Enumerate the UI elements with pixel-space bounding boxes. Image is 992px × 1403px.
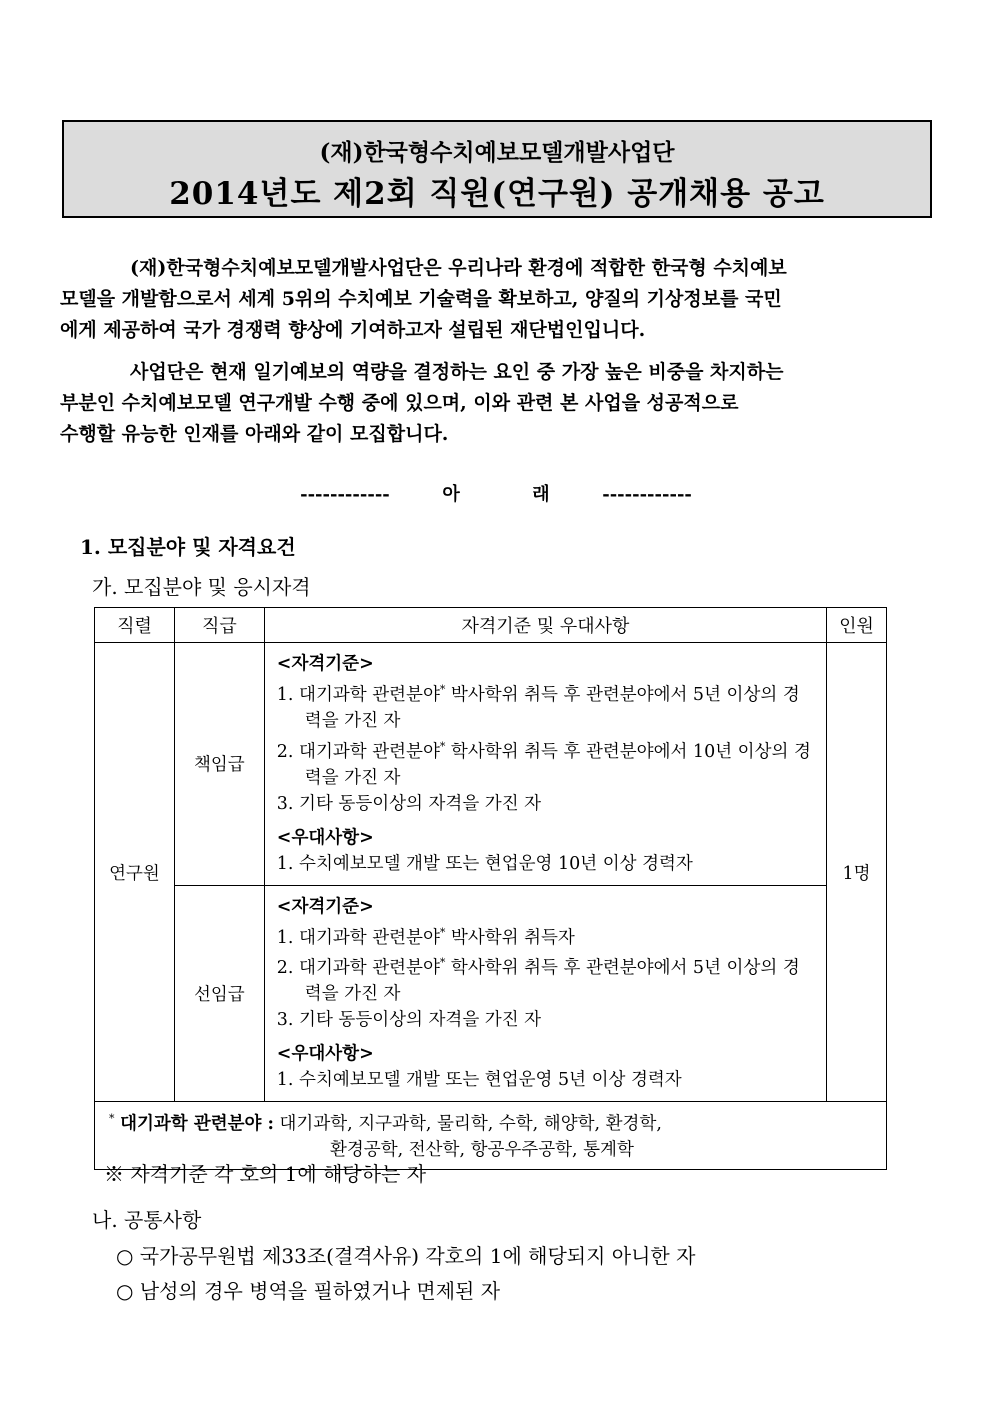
qualification-item: 2. 대기과학 관련분야* 학사학위 취득 후 관련분야에서 5년 이상의 경력을 가진 자 xyxy=(276,956,800,1005)
footnote-mark: * xyxy=(439,925,446,939)
intro-paragraph-2 xyxy=(60,357,936,450)
header-cell: 자격기준 및 우대사항 xyxy=(264,608,826,643)
footnote-text: 대기과학, 지구과학, 물리학, 수학, 해양학, 환경학, xyxy=(273,1114,662,1135)
headcount-cell: 1명 xyxy=(827,643,887,1102)
header-cell: 직렬 xyxy=(95,608,175,643)
qualification-item: 1. 대기과학 관련분야* 박사학위 취득자 xyxy=(276,925,575,948)
job-series-cell: 연구원 xyxy=(95,643,175,1102)
divider-dashes: ------------ xyxy=(300,484,390,505)
footnote-label: 대기과학 관련분야 : xyxy=(120,1114,274,1135)
grade-cell: 선임급 xyxy=(174,885,264,1102)
common-requirement-item: ○ 국가공무원법 제33조(결격사유) 각호의 1에 해당되지 아니한 자 xyxy=(116,1244,696,1268)
footnote-mark: * xyxy=(439,956,446,970)
subsection-b-title: 나. 공통사항 xyxy=(92,1208,202,1232)
divider-char: 아 xyxy=(442,484,460,505)
qualification-cell xyxy=(264,643,826,886)
footnote-mark: * xyxy=(109,1112,115,1126)
preference-item: 1. 수치예보모델 개발 또는 현업운영 10년 이상 경력자 xyxy=(276,853,693,874)
intro-line: (재)한국형수치예보모델개발사업단은 우리나라 환경에 적합한 한국형 수치예보 xyxy=(130,257,787,279)
section-1-title: 1. 모집분야 및 자격요건 xyxy=(80,535,296,559)
intro-line: 에게 제공하여 국가 경쟁력 향상에 기여하고자 설립된 재단법인입니다. xyxy=(60,319,646,341)
common-requirement-item: ○ 남성의 경우 병역을 필하였거나 면제된 자 xyxy=(116,1279,501,1303)
intro-paragraph-1 xyxy=(60,253,936,346)
qualification-label: <자격기준> xyxy=(276,896,374,917)
intro-line: 모델을 개발함으로서 세계 5위의 수치예보 기술력을 확보하고, 양질의 기상정보를 국민 xyxy=(60,288,782,310)
qualification-item: 1. 대기과학 관련분야* 박사학위 취득 후 관련분야에서 5년 이상의 경력을 가진 자 xyxy=(276,683,800,731)
footnote-mark: * xyxy=(439,739,446,753)
footnote-mark: * xyxy=(439,683,446,696)
intro-line: 사업단은 현재 일기예보의 역량을 결정하는 요인 중 가장 높은 비중을 차지하는 xyxy=(130,361,784,383)
page-title: 2014년도 제2회 직원(연구원) 공개채용 공고 xyxy=(169,176,825,212)
qualification-item: 3. 기타 동등이상의 자격을 가진 자 xyxy=(276,793,542,814)
org-name: (재)한국형수치예보모델개발사업단 xyxy=(319,139,675,166)
remark-note: ※ 자격기준 각 호의 1에 해당하는 자 xyxy=(104,1162,427,1186)
qualification-item: 2. 대기과학 관련분야* 학사학위 취득 후 관련분야에서 10년 이상의 경력을 가진 자 xyxy=(276,739,811,788)
divider-char: 래 xyxy=(532,484,550,505)
header-cell: 직급 xyxy=(174,608,264,643)
preference-label: <우대사항> xyxy=(276,1044,374,1065)
grade-cell: 책임급 xyxy=(174,643,264,886)
qualification-item: 3. 기타 동등이상의 자격을 가진 자 xyxy=(276,1010,542,1031)
recruitment-table xyxy=(94,607,887,1170)
qualification-cell xyxy=(264,885,826,1102)
divider-dashes: ------------ xyxy=(602,484,692,505)
intro-line: 부분인 수치예보모델 연구개발 수행 중에 있으며, 이와 관련 본 사업을 성공적으로 xyxy=(60,392,739,414)
preference-item: 1. 수치예보모델 개발 또는 현업운영 5년 이상 경력자 xyxy=(276,1070,682,1091)
header-cell: 인원 xyxy=(827,608,887,643)
intro-line: 수행할 유능한 인재를 아래와 같이 모집합니다. xyxy=(60,423,449,445)
footnote-text: 환경공학, 전산학, 항공우주공학, 통계학 xyxy=(330,1140,634,1161)
subsection-a-title: 가. 모집분야 및 응시자격 xyxy=(92,575,311,599)
preference-label: <우대사항> xyxy=(276,827,374,848)
qualification-label: <자격기준> xyxy=(276,654,374,674)
title-box xyxy=(62,120,932,218)
divider-heading xyxy=(0,480,992,506)
